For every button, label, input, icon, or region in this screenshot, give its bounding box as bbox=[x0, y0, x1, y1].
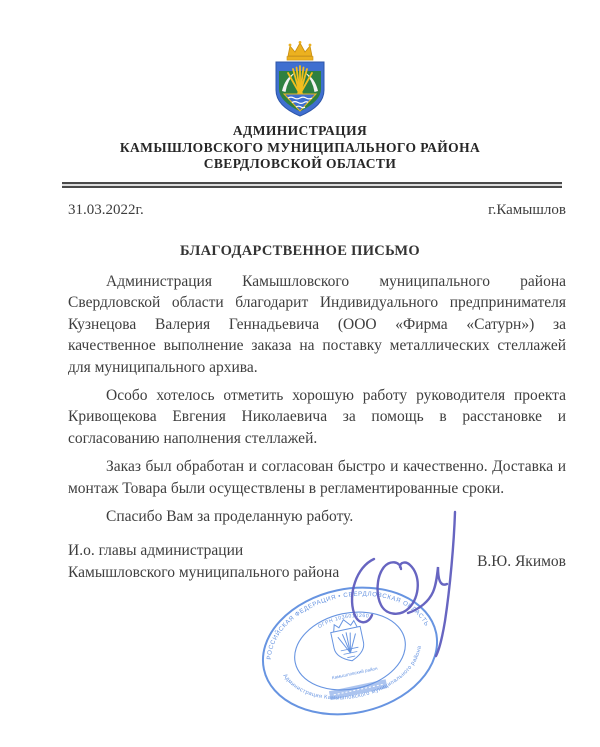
stamp-ring-text-bottom: Администрация Камышловского муниципального района bbox=[281, 645, 423, 702]
handwritten-signature bbox=[338, 503, 483, 663]
signer-position bbox=[68, 540, 339, 584]
signature-block bbox=[68, 540, 566, 584]
letter-city: г.Камышлов bbox=[488, 202, 566, 218]
letter-body bbox=[68, 271, 566, 534]
letterhead-line-1: АДМИНИСТРАЦИЯ bbox=[232, 123, 368, 138]
stamp-ring-text-top: РОССИЙСКАЯ ФЕДЕРАЦИЯ • СВЕРДЛОВСКАЯ ОБЛАСТЬ bbox=[265, 590, 431, 660]
coat-of-arms-icon bbox=[268, 40, 332, 120]
signer-name: В.Ю. Якимов bbox=[477, 553, 566, 570]
date-city-row bbox=[68, 202, 566, 219]
letterhead bbox=[0, 123, 600, 173]
emblem-crown bbox=[287, 41, 313, 60]
letter-date: 31.03.2022г. bbox=[68, 202, 144, 218]
letterhead-line-2: КАМЫШЛОВСКОГО МУНИЦИПАЛЬНОГО РАЙОНА bbox=[119, 139, 481, 155]
paragraph-4: Спасибо Вам за проделанную работу. bbox=[106, 508, 354, 526]
letterhead-divider bbox=[62, 182, 562, 188]
letterhead-line-3: СВЕРДЛОВСКОЙ ОБЛАСТИ bbox=[203, 156, 397, 171]
signer-position-line-2: Камышловского муниципального района bbox=[68, 564, 340, 581]
signer-position-line-1: И.о. главы администрации bbox=[68, 542, 244, 559]
paragraph-3: Заказ был обработан и согласован быстро и качественно. Доставка и монтаж Товара были осуществлены в регламентированные сроки. bbox=[68, 458, 566, 497]
paragraph-1: Администрация Камышловского муниципального района Свердловской области благодарит Индивидуального предпринимателя Кузнецова Валерия Геннадьевича (ООО «Фирма «Сатурн») за качественное выполнение заказа на поставку металлических стеллажей для муниципального архива. bbox=[68, 273, 566, 376]
emblem-shield bbox=[276, 62, 324, 116]
paragraph-2: Особо хотелось отметить хорошую работу руководителя проекта Кривощекова Евгения Николаевича за помощь в расстановке и согласованию наполнения стеллажей. bbox=[68, 387, 566, 447]
stamp-center-caption: Камышловский район bbox=[331, 665, 378, 681]
letter-title: БЛАГОДАРСТВЕННОЕ ПИСЬМО bbox=[180, 243, 420, 259]
stamp-ring-text-inner: ОГРН 1036010260 bbox=[317, 613, 370, 631]
